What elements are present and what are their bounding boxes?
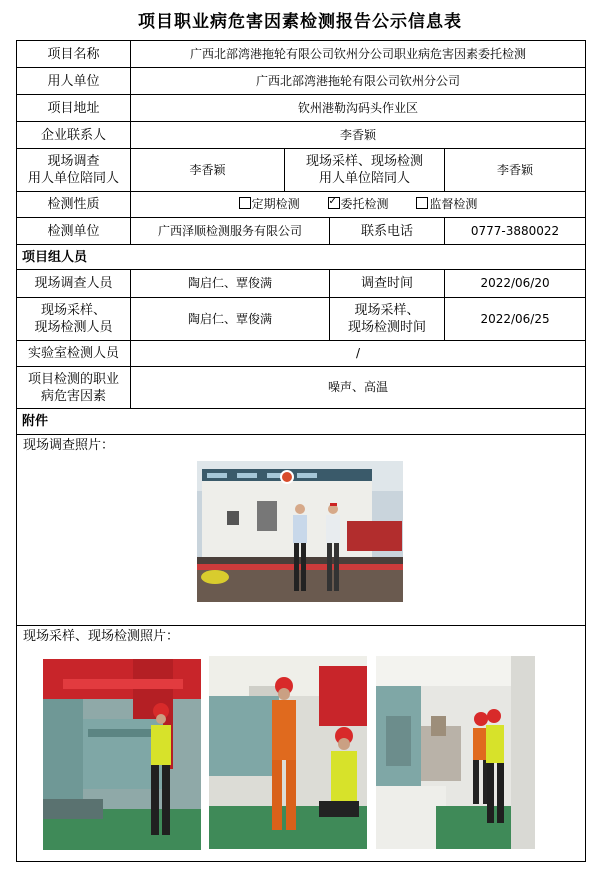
survey-escort-label-line2: 用人单位陪同人 [27, 171, 119, 186]
checkbox-periodic [239, 197, 251, 209]
address-value: 钦州港勒沟码头作业区 [131, 95, 586, 122]
survey-photos-caption: 现场调查照片： [23, 438, 115, 453]
sampling-escort-value: 李香颖 [445, 149, 586, 192]
option-supervisory [416, 197, 477, 211]
employer-label: 用人单位 [17, 68, 131, 95]
phone-value: 0777-3880022 [445, 218, 586, 245]
sampling-photo-2-image [209, 656, 367, 849]
option-commissioned [328, 197, 389, 211]
sampling-time-label [330, 298, 445, 341]
sampling-escort-label-line2: 用人单位陪同人 [318, 171, 410, 186]
option-commissioned-label: 委托检测 [340, 197, 389, 211]
sampling-staff-label-line2: 现场检测人员 [34, 320, 113, 335]
nature-label: 检测性质 [17, 192, 131, 218]
sampling-time-label-line2: 现场检测时间 [347, 320, 426, 335]
agency-label: 检测单位 [17, 218, 131, 245]
option-supervisory-label: 监督检测 [429, 197, 478, 211]
employer-value: 广西北部湾港拖轮有限公司钦州分公司 [131, 68, 586, 95]
project-name-value: 广西北部湾港拖轮有限公司钦州分公司职业病危害因素委托检测 [131, 41, 586, 68]
survey-escort-label-line1: 现场调查 [47, 154, 100, 169]
survey-staff-label: 现场调查人员 [17, 270, 131, 298]
page-title: 项目职业病危害因素检测报告公示信息表 [138, 12, 462, 32]
survey-escort-value: 李香颖 [131, 149, 285, 192]
contact-label: 企业联系人 [17, 122, 131, 149]
sampling-time-label-line1: 现场采样、 [354, 303, 420, 318]
hazards-label-line1: 项目检测的职业 [27, 371, 119, 387]
survey-escort-label [17, 149, 131, 192]
hazards-label [17, 367, 131, 409]
checkbox-supervisory [416, 197, 428, 209]
sampling-escort-label-line1: 现场采样、现场检测 [305, 154, 423, 169]
agency-value: 广西泽顺检测服务有限公司 [131, 218, 330, 245]
survey-photo-image [197, 461, 403, 602]
sampling-photo-3 [376, 656, 535, 849]
nature-options [131, 192, 586, 218]
survey-staff-value: 陶启仁、覃俊满 [131, 270, 330, 298]
address-label: 项目地址 [17, 95, 131, 122]
option-periodic [239, 197, 300, 211]
sampling-staff-value: 陶启仁、覃俊满 [131, 298, 330, 341]
survey-time-value: 2022/06/20 [445, 270, 586, 298]
project-name-label: 项目名称 [17, 41, 131, 68]
sampling-escort-label [285, 149, 445, 192]
sampling-staff-label [17, 298, 131, 341]
option-periodic-label: 定期检测 [251, 197, 300, 211]
sampling-photo-3-image [376, 656, 535, 849]
sampling-photo-1-image [43, 659, 201, 850]
hazards-value: 噪声、高温 [131, 367, 586, 409]
sampling-photo-2 [209, 656, 367, 849]
lab-staff-label: 实验室检测人员 [17, 341, 131, 367]
checkbox-commissioned-checked [328, 197, 340, 209]
hazards-label-line2: 病危害因素 [40, 388, 106, 404]
lab-staff-value: / [131, 341, 586, 367]
survey-time-label: 调查时间 [330, 270, 445, 298]
sampling-staff-label-line1: 现场采样、 [40, 303, 106, 318]
sampling-photos-caption: 现场采样、现场检测照片： [23, 629, 180, 644]
sampling-photo-1 [43, 659, 201, 850]
phone-label: 联系电话 [330, 218, 445, 245]
team-section-title: 项目组人员 [17, 245, 586, 270]
survey-photo [197, 461, 403, 602]
contact-value: 李香颖 [131, 122, 586, 149]
attachment-section-title: 附件 [17, 409, 586, 435]
sampling-time-value: 2022/06/25 [445, 298, 586, 341]
